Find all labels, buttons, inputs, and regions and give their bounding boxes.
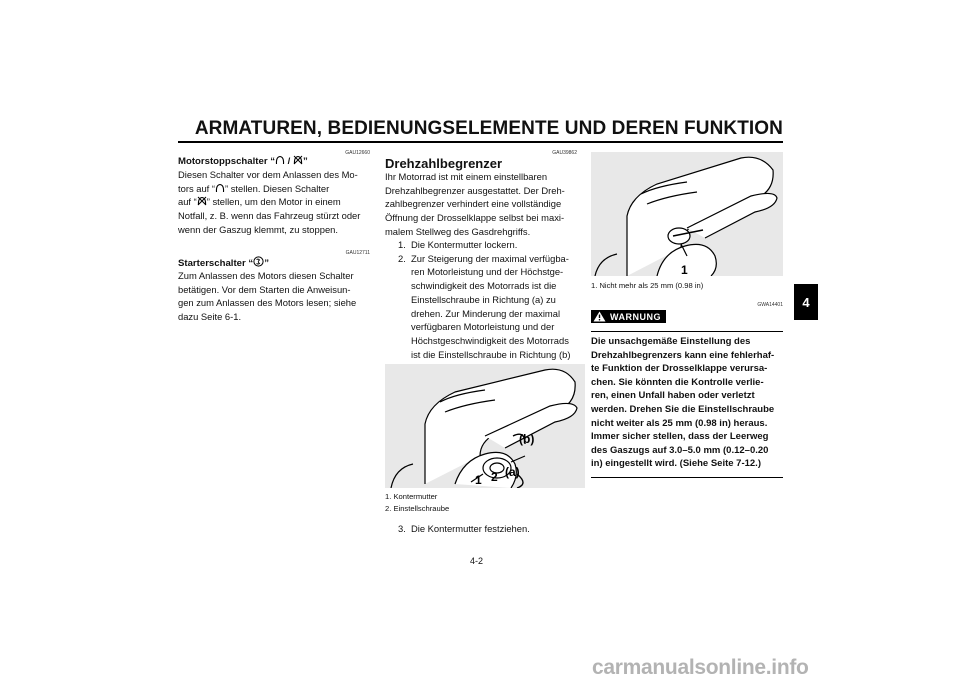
- starter-text: Zum Anlassen des Motors diesen Schalter betätigen. Vor dem Starten die Anweisun- gen zum Anlassen des Motors lesen; siehe dazu Seite 6-1.: [178, 270, 357, 323]
- section-code: GAU39862: [552, 150, 577, 156]
- throttle-illustration-1: [385, 364, 585, 488]
- callout-1: 1: [681, 263, 688, 276]
- chapter-tab: 4: [794, 284, 818, 320]
- step-list-3: [398, 522, 530, 536]
- stop-symbol-icon: [293, 155, 303, 165]
- figure-caption: 1. Nicht mehr als 25 mm (0.98 in): [591, 281, 704, 290]
- section-heading-rev-limiter: Drehzahlbegrenzer: [385, 156, 503, 171]
- watermark: carmanualsonline.info: [592, 656, 809, 679]
- list-item: 1. Die Kontermutter lockern.: [398, 239, 518, 250]
- starter-symbol-icon: [253, 256, 264, 267]
- throttle-illustration-2: [591, 152, 783, 276]
- page-number: 4-2: [470, 556, 484, 566]
- warning-label: WARNUNG: [591, 310, 666, 323]
- section-code: GAU12660: [345, 150, 370, 156]
- section-heading-engine-stop: Motorstoppschalter “ / ”: [178, 156, 308, 167]
- warning-code: GWA14401: [757, 302, 783, 308]
- direction-label-a: (a): [505, 465, 520, 479]
- figure-caption: 1. Kontermutter 2. Einstellschraube: [385, 492, 450, 513]
- section-heading-starter: Starterschalter “ ”: [178, 258, 269, 269]
- direction-label-b: (b): [519, 432, 535, 446]
- engine-stop-text: Diesen Schalter vor dem Anlassen des Mo- tors auf “ ” stellen. Diesen Schalter auf “ ” stellen, um den Motor in einem Notfall, z. B. wenn das Fahrzeug stürzt oder wenn der Gaszug klemmt, zu stoppen.: [178, 169, 361, 235]
- stop-symbol-icon: [197, 196, 207, 206]
- list-item: 2. Zur Steigerung der maximal verfügba- ren Motorleistung und der Höchstge- schwindigkeit des Motorrads ist die Einstellschraube in Richtung (a) zu drehen. Zur Minderung der maximal verfügbaren Motorleistung und der Höchstgeschwindigkeit des Motorrads ist die Einstellschraube in Richtung (b): [398, 252, 571, 360]
- callout-2: 2: [491, 470, 498, 484]
- run-symbol-icon: [215, 183, 225, 193]
- warning-triangle-icon: [593, 311, 606, 322]
- section-code: GAU12711: [345, 250, 370, 256]
- warning-box: WARNUNG Die unsachgemäße Einstellung des Drehzahlbegrenzers kann eine fehlerhaf- te Funktion der Drosselklappe verursa- chen. Sie könnten die Kontrolle verlie- ren, einen Unfall haben oder verletzt werden. Drehen Sie die Einstellschraube nicht weiter als 25 mm (0.98 in) heraus. Immer sicher stellen, dass der Leerweg des Gaszugs auf 3.0–5.0 mm (0.12–0.20 in) eingestellt wird. (Siehe Seite 7-12.): [591, 309, 783, 478]
- run-symbol-icon: [275, 155, 285, 165]
- page-title: ARMATUREN, BEDIENUNGSELEMENTE UND DEREN FUNKTION: [194, 118, 783, 139]
- step-list: [398, 238, 588, 375]
- callout-1: 1: [475, 473, 482, 487]
- title-rule: [178, 141, 783, 143]
- list-item: 3. Die Kontermutter festziehen.: [398, 523, 530, 534]
- rev-limiter-intro: Ihr Motorrad ist mit einem einstellbaren Drehzahlbegrenzer ausgestattet. Der Dreh- zahlbegrenzer verhindert eine vollständige Öffnung der Drosselklappe selbst bei maxi- malem Stellweg des Gasdrehgriffs.: [385, 171, 565, 237]
